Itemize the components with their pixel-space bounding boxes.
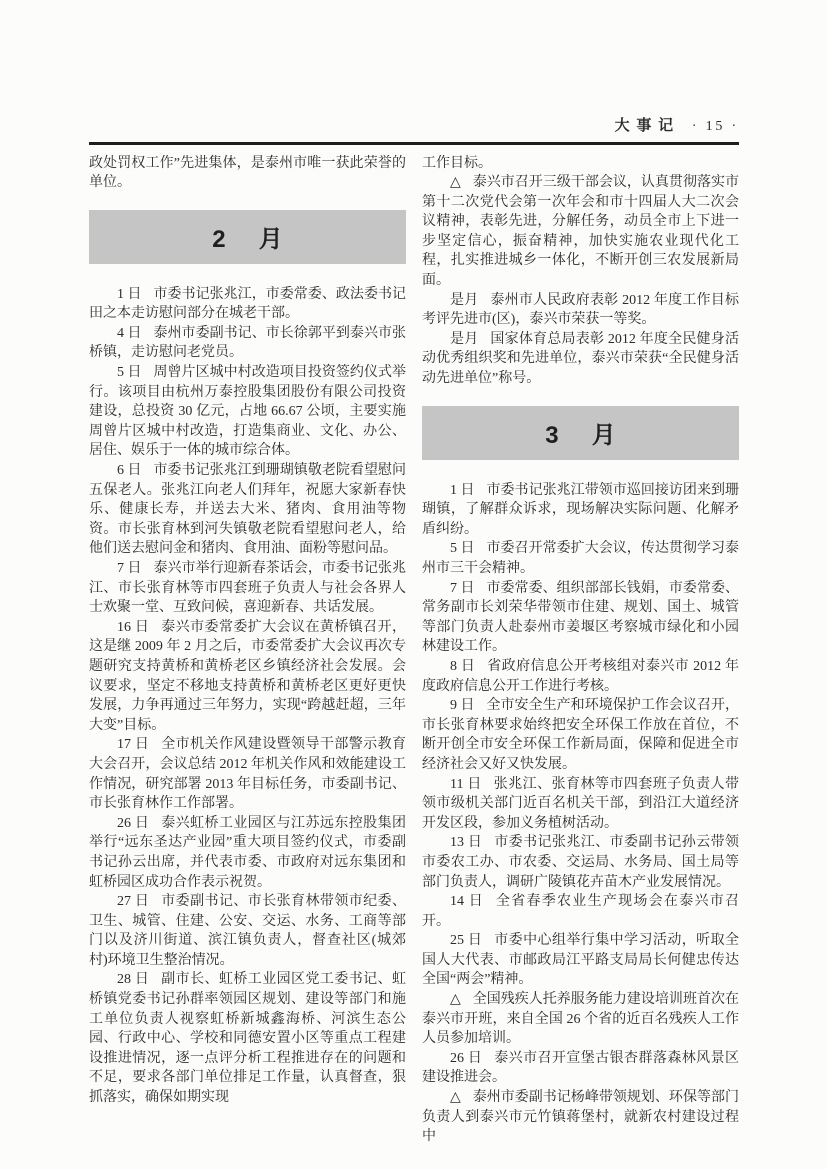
entry-date-marker: 8 日 bbox=[450, 658, 476, 674]
chronicle-entry bbox=[422, 696, 739, 774]
entry-text: 张兆江、张育林等市四套班子负责人带领市级机关部门近百名机关干部，到沿江大道经济开发区段，参加义务植树活动。 bbox=[422, 776, 740, 831]
entry-date-marker: 是月 bbox=[450, 292, 479, 308]
text-columns bbox=[89, 154, 739, 1147]
entry-text: 市委书记张兆江、市委副书记孙云带领市委农工办、市农委、交运局、水务局、国土局等部门负责人，调研广陵镇花卉苗木产业发展情况。 bbox=[422, 835, 740, 890]
entry-text: 泰兴市召开三级干部会议，认真贯彻落实市第十二次党代会第一次年会和市十四届人大二次会议精神，表彰先进，分解任务，动员全市上下进一步坚定信心，振奋精神，加快实施农业现代化工程，扎实推进城乡一体化，不断开创三农发展新局面。 bbox=[422, 175, 739, 289]
chronicle-entry bbox=[422, 990, 739, 1049]
page-title: 大事记 bbox=[614, 117, 680, 134]
entry-text: 周曾片区城中村改造项目投资签约仪式举行。该项目由杭州万泰控股集团股份有限公司投资建设，总投资 30 亿元，占地 66.67 公顷，主要实施周曾片区城中村改造，打造集商业、文化、办公、居住、娱乐于一体的城市综合体。 bbox=[89, 365, 407, 459]
entry-text: 泰州市委副书记、市长徐郭平到泰兴市张桥镇，走访慰问老党员。 bbox=[89, 325, 407, 361]
entry-text: 市委召开常委扩大会议，传达贯彻学习泰州市三干会精神。 bbox=[422, 541, 740, 576]
chronicle-entry bbox=[89, 814, 406, 892]
entry-date-marker: △ bbox=[450, 992, 461, 1008]
entry-date-marker: 1 日 bbox=[450, 482, 475, 498]
entry-text: 泰兴市召开宣堡古银杏群落森林风景区建设推进会。 bbox=[422, 1050, 740, 1086]
entry-date-marker: 9 日 bbox=[450, 698, 475, 714]
entry-text: 泰州市人民政府表彰 2012 年度工作目标考评先进市(区)，泰兴市荣获一等奖。 bbox=[422, 292, 740, 328]
entry-date-marker: 14 日 bbox=[450, 894, 485, 910]
left-column bbox=[89, 154, 406, 1147]
entry-text: 泰兴市举行迎新春茶话会，市委书记张兆江、市长张育林等市四套班子负责人与社会各界人士欢聚一堂、互致问候，喜迎新春、共话发展。 bbox=[89, 561, 407, 616]
page-header bbox=[89, 114, 739, 142]
entry-text: 副市长、虹桥工业园区党工委书记、虹桥镇党委书记孙群率领园区规划、建设等部门和施工单位负责人视察虹桥新城鑫海桥、河滨生态公园、行政中心、学校和同德安置小区等重点工程建设推进情况，逐一点评分析工程推进存在的问题和不足，要求各部门单位排足工作量，认真督查，狠抓落实，确保如期实现 bbox=[89, 972, 407, 1106]
chronicle-entry bbox=[422, 931, 739, 990]
continuation-paragraph bbox=[422, 154, 739, 174]
entry-date-marker: 26 日 bbox=[450, 1050, 483, 1066]
right-column bbox=[422, 154, 739, 1147]
entry-date-marker: 28 日 bbox=[117, 972, 150, 988]
chronicle-entry bbox=[89, 892, 406, 970]
chronicle-entry bbox=[89, 324, 406, 363]
entry-date-marker: 11 日 bbox=[450, 776, 482, 792]
month-label: 2 月 bbox=[212, 226, 283, 254]
entry-text: 泰兴虹桥工业园区与江苏远东控股集团举行“远东圣达产业园”重大项目签约仪式，市委副书记孙云出席，并代表市委、市政府对远东集团和虹桥园区成功合作表示祝贺。 bbox=[89, 815, 407, 890]
page-content bbox=[89, 114, 739, 1147]
entry-text: 工作目标。 bbox=[422, 155, 492, 171]
chronicle-entry bbox=[89, 461, 406, 559]
chronicle-entry bbox=[422, 775, 739, 834]
entry-text: 全市机关作风建设暨领导干部警示教育大会召开，会议总结 2012 年机关作风和效能建设工作情况，研究部署 2013 年目标任务，市委副书记、市长张育林作工作部署。 bbox=[89, 737, 407, 812]
chronicle-entry bbox=[89, 363, 406, 461]
entry-text: 市委中心组举行集中学习活动，听取全国人大代表、市邮政局江平路支局局长何健忠传达全国“两会”精神。 bbox=[422, 933, 740, 988]
entry-date-marker: 25 日 bbox=[450, 933, 483, 949]
entry-date-marker: 17 日 bbox=[117, 737, 150, 753]
entry-text: 泰兴市委常委扩大会议在黄桥镇召开，这是继 2009 年 2 月之后，市委常委扩大会议再次专题研究支持黄桥和黄桥老区乡镇经济社会发展。会议要求，坚定不移地支持黄桥和黄桥老区更好更快发展，力争再通过三年努力，实现“跨越赶超，三年大变”目标。 bbox=[89, 619, 407, 733]
entry-date-marker: 4 日 bbox=[117, 325, 142, 341]
entry-date-marker: △ bbox=[450, 175, 461, 191]
entry-date-marker: △ bbox=[450, 1090, 461, 1106]
chronicle-entry bbox=[89, 970, 406, 1107]
entry-date-marker: 5 日 bbox=[450, 541, 475, 557]
chronicle-entry bbox=[89, 618, 406, 736]
entry-date-marker: 5 日 bbox=[117, 365, 142, 381]
chronicle-entry bbox=[422, 481, 739, 540]
chronicle-entry bbox=[422, 173, 739, 291]
chronicle-entry bbox=[422, 1088, 739, 1147]
chronicle-entry bbox=[422, 1049, 739, 1088]
chronicle-entry bbox=[89, 285, 406, 324]
chronicle-entry bbox=[422, 579, 739, 657]
chronicle-entry bbox=[89, 735, 406, 813]
continuation-paragraph bbox=[89, 154, 406, 193]
entry-text: 政处罚权工作”先进集体，是泰州市唯一获此荣誉的单位。 bbox=[89, 155, 406, 191]
entry-text: 省政府信息公开考核组对泰兴市 2012 年度政府信息公开工作进行考核。 bbox=[422, 658, 740, 694]
entry-text: 全国残疾人托养服务能力建设培训班首次在泰兴市开班，来自全国 26 个省的近百名残疾人工作人员参加培训。 bbox=[422, 992, 739, 1047]
entry-date-marker: 13 日 bbox=[450, 835, 483, 851]
chronicle-entry bbox=[422, 539, 739, 578]
chronicle-entry bbox=[422, 833, 739, 892]
entry-date-marker: 16 日 bbox=[117, 619, 150, 635]
entry-date-marker: 26 日 bbox=[117, 815, 150, 831]
entry-text: 市委常委、组织部部长钱娟，市委常委、常务副市长刘荣华带领市住建、规划、国土、城管等部门负责人赴泰州市姜堰区考察城市绿化和小园林建设工作。 bbox=[422, 580, 740, 655]
header-rule bbox=[89, 142, 739, 145]
chronicle-entry bbox=[422, 330, 739, 389]
entry-text: 市委书记张兆江带领市巡回接访团来到珊瑚镇，了解群众诉求，现场解决实际问题、化解矛盾纠纷。 bbox=[422, 482, 740, 537]
entry-text: 全市安全生产和环境保护工作会议召开，市长张育林要求始终把安全环保工作放在首位，不断开创全市安全环保工作新局面，保障和促进全市经济社会又好又快发展。 bbox=[422, 698, 740, 772]
entry-text: 国家体育总局表彰 2012 年度全民健身活动优秀组织奖和先进单位，泰兴市荣获“全民健身活动先进单位”称号。 bbox=[422, 331, 740, 387]
entry-date-marker: 1 日 bbox=[117, 286, 142, 302]
entry-text: 市委书记张兆江，市委常委、政法委书记田之本走访慰问部分在城老干部。 bbox=[89, 286, 407, 322]
entry-text: 市委副书记、市长张育林带领市纪委、卫生、城管、住建、公安、交运、水务、工商等部门以及济川街道、滨江镇负责人，督查社区(城郊村)环境卫生整治情况。 bbox=[89, 894, 407, 968]
entry-text: 泰州市委副书记杨峰带领规划、环保等部门负责人到泰兴市元竹镇蒋堡村，就新农村建设过程中 bbox=[422, 1090, 739, 1145]
chronicle-entry bbox=[422, 657, 739, 696]
page-number: · 15 · bbox=[691, 119, 739, 134]
month-label: 3 月 bbox=[545, 422, 616, 450]
entry-date-marker: 是月 bbox=[450, 331, 479, 347]
entry-date-marker: 27 日 bbox=[117, 894, 150, 910]
chronicle-entry bbox=[89, 559, 406, 618]
entry-text: 市委书记张兆江到珊瑚镇敬老院看望慰问五保老人。张兆江向老人们拜年，祝愿大家新春快乐、健康长寿，并送去大米、猪肉、食用油等物资。市长张育林到河失镇敬老院看望慰问老人，给他们送去慰问金和猪肉、食用油、面粉等慰问品。 bbox=[89, 463, 407, 557]
entry-date-marker: 7 日 bbox=[450, 580, 475, 596]
entry-date-marker: 6 日 bbox=[117, 463, 142, 479]
entry-date-marker: 7 日 bbox=[117, 561, 142, 576]
month-header-february bbox=[89, 210, 406, 264]
entry-text: 全省春季农业生产现场会在泰兴市召开。 bbox=[422, 894, 740, 929]
chronicle-entry bbox=[422, 291, 739, 330]
chronicle-entry bbox=[422, 892, 739, 931]
month-header-march bbox=[422, 406, 739, 460]
